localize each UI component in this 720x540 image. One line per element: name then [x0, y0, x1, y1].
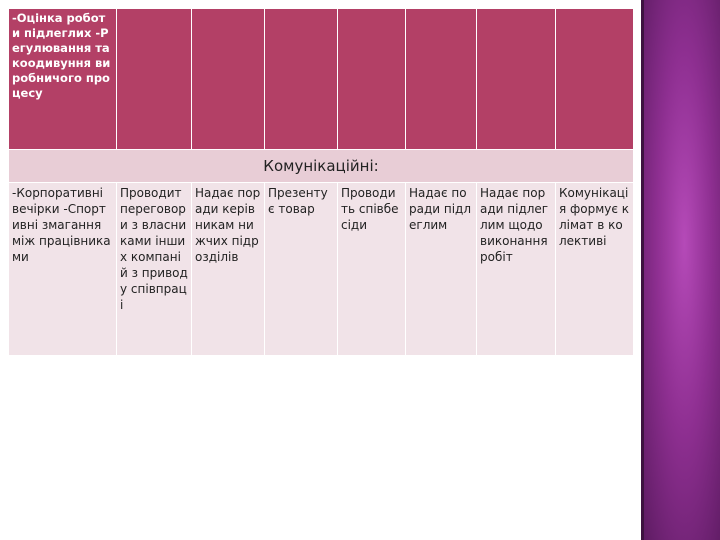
cell-bottom-6: Надає поради підлеглим	[406, 183, 477, 356]
cell-top-8	[556, 9, 634, 150]
cell-top-3	[192, 9, 265, 150]
table-row-section	[9, 150, 634, 183]
cell-bottom-2: Проводит переговори з власниками інших компаній з приводу співпраці	[117, 183, 192, 356]
cell-top-4	[265, 9, 338, 150]
cell-bottom-1: -Корпоративні вечірки -Спортивні змагання між працівниками	[9, 183, 117, 356]
cell-bottom-3: Надає поради керівникам нижчих підрозділів	[192, 183, 265, 356]
cell-top-1: -Оцінка роботи підлеглих -Регулювання та коодивуння виробничого процесу	[9, 9, 117, 150]
cell-bottom-8: Комунікація формує клімат в колективі	[556, 183, 634, 356]
cell-bottom-7: Надає поради підлеглим щодо виконання робіт	[477, 183, 556, 356]
cell-bottom-4: Презентує товар	[265, 183, 338, 356]
activities-table	[8, 8, 634, 356]
table-row-bottom	[9, 183, 634, 356]
cell-top-6	[406, 9, 477, 150]
table-row-top	[9, 9, 634, 150]
cell-top-7	[477, 9, 556, 150]
decorative-side-panel	[641, 0, 720, 540]
cell-bottom-5: Проводить співбесіди	[338, 183, 406, 356]
side-panel-divider	[641, 0, 644, 540]
cell-top-2	[117, 9, 192, 150]
section-header: Комунікаційні:	[9, 150, 634, 183]
cell-top-5	[338, 9, 406, 150]
